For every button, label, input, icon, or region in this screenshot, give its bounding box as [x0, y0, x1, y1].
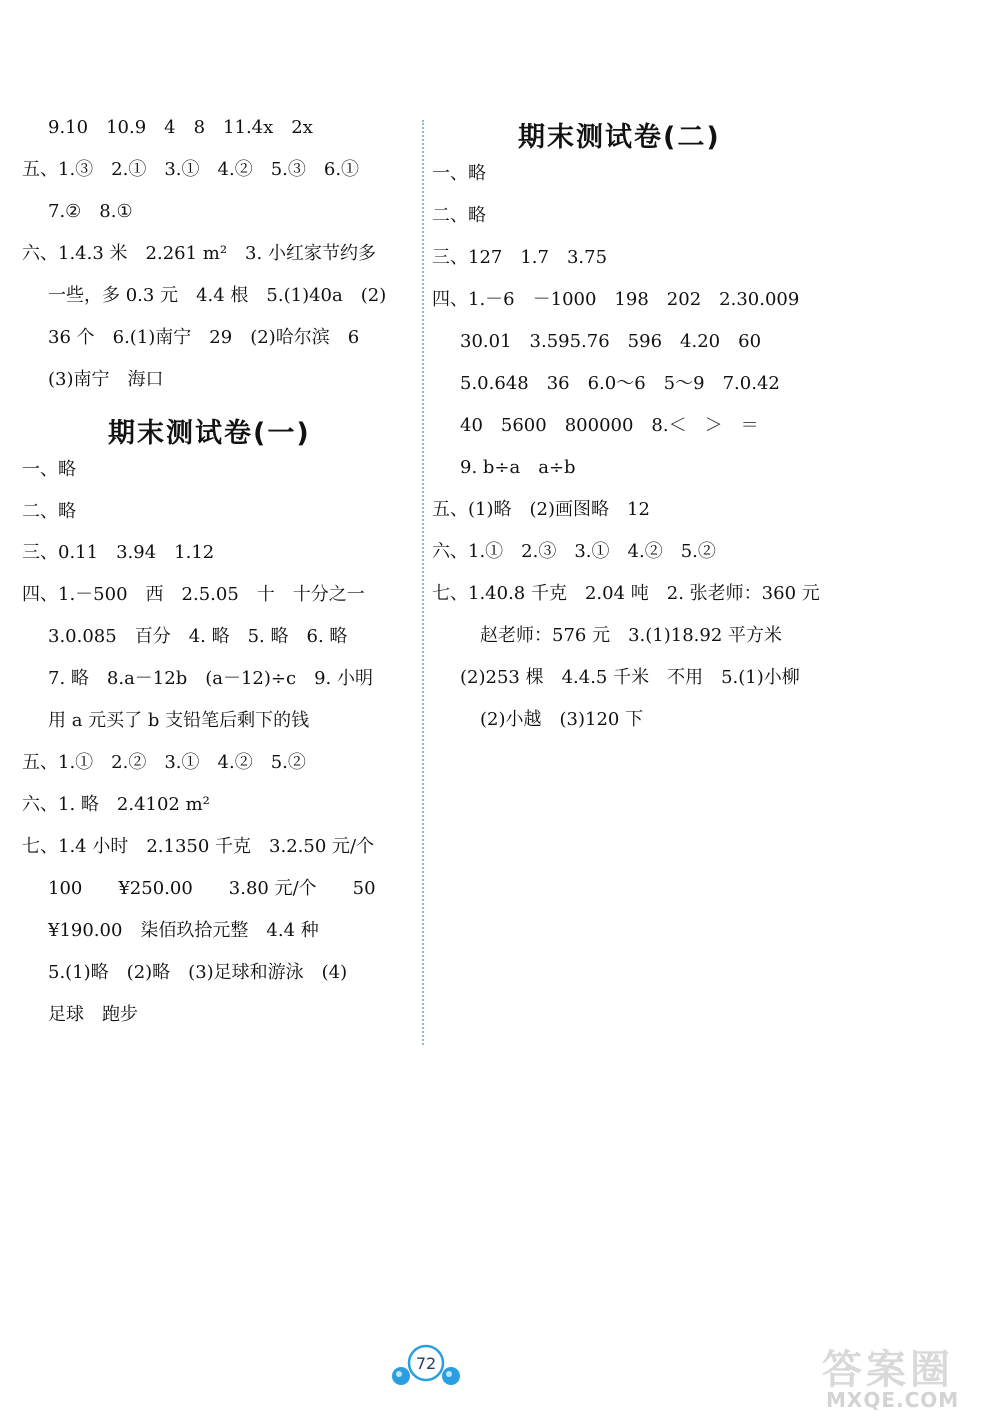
- answer-line: 四、1.－6 －1000 198 202 2.30.009: [432, 289, 800, 310]
- answer-line: 六、1.4.3 米 2.261 m² 3. 小红家节约多: [22, 243, 376, 264]
- answer-line: 七、1.4 小时 2.1350 千克 3.2.50 元/个: [22, 836, 375, 857]
- section-title-exam-1: 期末测试卷(一): [108, 418, 311, 449]
- section-title-exam-2: 期末测试卷(二): [518, 122, 721, 153]
- answer-line: 六、1.① 2.③ 3.① 4.② 5.②: [432, 541, 716, 562]
- answer-line: 三、0.11 3.94 1.12: [22, 542, 215, 563]
- answer-line: 四、1.－500 西 2.5.05 十 十分之一: [22, 584, 365, 605]
- answer-line: 六、1. 略 2.4102 m²: [22, 794, 210, 815]
- answer-line: (3)南宁 海口: [48, 369, 164, 390]
- answer-line: 一、略: [432, 163, 486, 184]
- answer-line: 40 5600 800000 8.＜ ＞ ＝: [460, 415, 759, 436]
- answer-line: 二、略: [22, 501, 76, 522]
- watermark-url: MXQE.COM: [826, 1388, 960, 1412]
- answer-line: 36 个 6.(1)南宁 29 (2)哈尔滨 6: [48, 327, 360, 348]
- answer-line: 二、略: [432, 205, 486, 226]
- answer-line: 赵老师：576 元 3.(1)18.92 平方米: [480, 625, 782, 646]
- answer-line: 100 ¥250.00 3.80 元/个 50: [48, 878, 376, 899]
- answer-line: 30.01 3.595.76 596 4.20 60: [460, 331, 762, 352]
- answer-line: 用 a 元买了 b 支铅笔后剩下的钱: [48, 710, 310, 731]
- answer-line: 足球 跑步: [48, 1004, 138, 1025]
- column-divider: [422, 120, 424, 1045]
- page-number-badge: [390, 1342, 462, 1388]
- answer-line: 9.10 10.9 4 8 11.4x 2x: [48, 117, 313, 138]
- answer-line: 五、(1)略 (2)画图略 12: [432, 499, 650, 520]
- answer-line: 7.② 8.①: [48, 201, 133, 222]
- answer-line: 五、1.① 2.② 3.① 4.② 5.②: [22, 752, 306, 773]
- answer-line: 7. 略 8.a－12b (a－12)÷c 9. 小明: [48, 668, 373, 689]
- answer-line: 一、略: [22, 459, 76, 480]
- answer-line: 5.(1)略 (2)略 (3)足球和游泳 (4): [48, 962, 348, 983]
- answer-line: 三、127 1.7 3.75: [432, 247, 608, 268]
- answer-line: 3.0.085 百分 4. 略 5. 略 6. 略: [48, 626, 348, 647]
- answer-line: (2)小越 (3)120 下: [480, 709, 644, 730]
- answer-line: (2)253 棵 4.4.5 千米 不用 5.(1)小柳: [460, 667, 800, 688]
- watermark: [822, 1338, 992, 1418]
- watermark-text: 答案圈: [822, 1347, 954, 1393]
- answer-line: 9. b÷a a÷b: [460, 457, 576, 478]
- page-number: 72: [415, 1354, 437, 1373]
- answer-line: 5.0.648 36 6.0～6 5～9 7.0.42: [460, 373, 780, 394]
- answer-line: 五、1.③ 2.① 3.① 4.② 5.③ 6.①: [22, 159, 360, 180]
- answer-line: 一些，多 0.3 元 4.4 根 5.(1)40a (2): [48, 285, 387, 306]
- answer-line: 七、1.40.8 千克 2.04 吨 2. 张老师：360 元: [432, 583, 820, 604]
- answer-line: ¥190.00 柒佰玖拾元整 4.4 种: [48, 920, 319, 941]
